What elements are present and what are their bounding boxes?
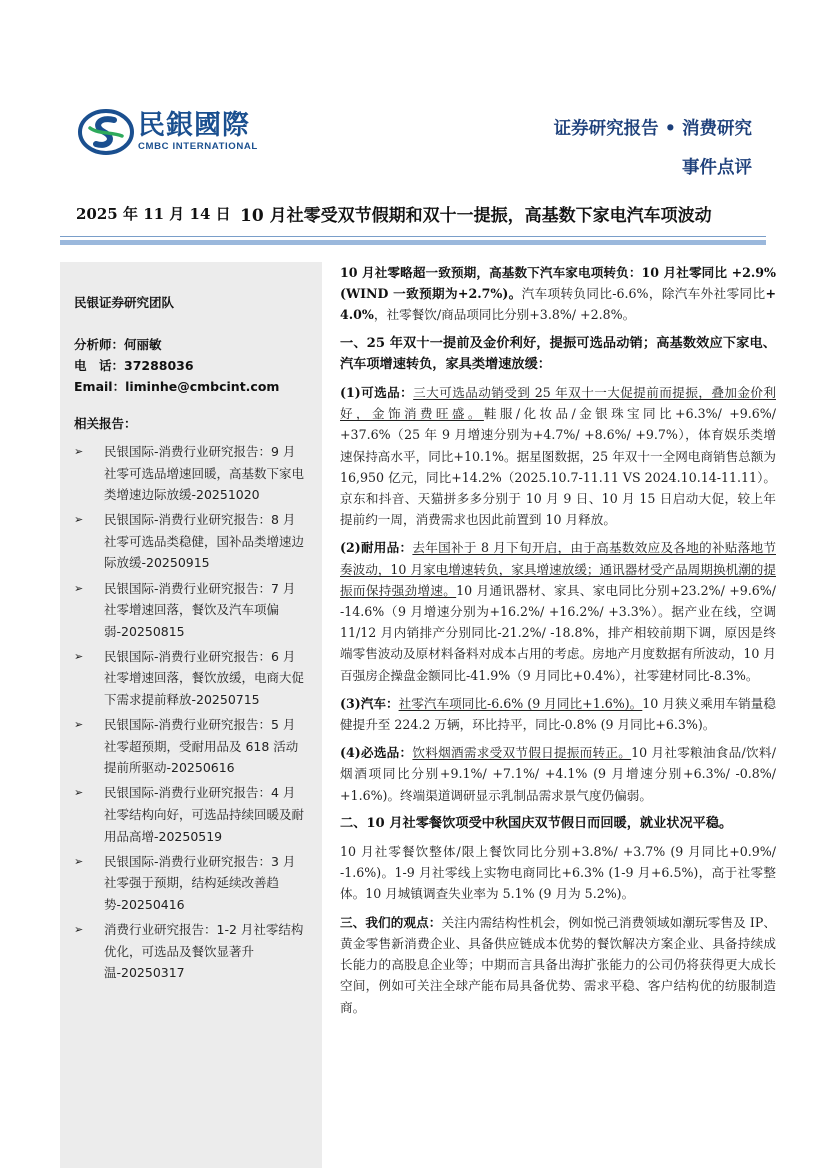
arrow-bullet-icon: ➢ — [74, 513, 84, 527]
related-reports-title: 相关报告： — [74, 416, 137, 431]
auto-label: (3)汽车： — [340, 695, 399, 711]
outlook-detail: 关注内需结构性机会，例如悦己消费领域如潮玩零售及 IP、黄金零售新消费企业、具备供应链成本优势的餐饮解决方案企业、具备持续成长能力的高股息企业等；中期而言具备出海扩张能力的公司仍将获得更大成长空间，例如可关注全球产能布局具备优势、需求平稳、客户结构优的纺服制造商。 — [340, 914, 777, 1015]
related-report-item[interactable]: ➢ 民银国际-消费行业研究报告：4 月社零结构向好，可选品持续回暖及耐用品高增-20250519 — [74, 782, 306, 847]
related-report-item[interactable]: ➢ 民银国际-消费行业研究报告：5 月社零超预期，受耐用品及 618 活动提前所驱动-20250616 — [74, 714, 306, 779]
durables-paragraph — [340, 537, 776, 685]
arrow-bullet-icon: ➢ — [74, 581, 84, 595]
durables-key-point: 去年国补于 8 月下旬开启，由于高基数效应及各地的补贴落地节奏波动，10 月家电增速转负，家具增速放缓；通讯器材受产品周期换机潮的提振而保持强劲增速。 — [340, 540, 776, 598]
report-subtype: 事件点评 — [682, 158, 752, 178]
cmbc-logo-icon — [78, 108, 134, 156]
section-2-title: 二、10 月社零餐饮项受中秋国庆双节假日而回暖，就业状况平稳。 — [340, 815, 733, 831]
staples-paragraph — [340, 742, 776, 806]
related-report-item[interactable]: ➢ 民银国际-消费行业研究报告：9 月社零可选品增速回暖，高基数下家电类增速边际放缓-20251020 — [74, 441, 306, 506]
arrow-bullet-icon: ➢ — [74, 786, 84, 800]
arrow-bullet-icon: ➢ — [74, 445, 84, 458]
analyst-email[interactable]: Email：liminhe@cmbcint.com — [74, 379, 280, 394]
header-divider-thick — [60, 240, 766, 245]
related-report-item[interactable]: ➢ 民银国际-消费行业研究报告：3 月社零强于预期，结构延续改善趋势-20250416 — [74, 851, 306, 916]
optional-goods-label: (1)可选品： — [340, 385, 414, 401]
summary-lead: 10 月社零略超一致预期，高基数下汽车家电项转负：10 月社零同比 +2.9% (WIND 一致预期为+2.7%)。 — [340, 265, 776, 302]
section-3-title: 三、我们的观点： — [340, 914, 442, 930]
summary-paragraph — [340, 262, 776, 326]
logo-chinese-name: 民銀國際 — [138, 110, 250, 141]
summary-text: 汽车项转负同比-6.6%，除汽车外社零同比 — [521, 286, 766, 302]
durables-detail: 10 月通讯器材、家具、家电同比分别+23.2%/ +9.6%/ -14.6%（9 月增速分别为+16.2%/ +16.2%/ +3.3%）。据产业在线，空调 11/12 月内销排产分别同比-21.2%/ -18.8%，排产相较前期下调，原因是终端零售波动及原材料备料对成本占用的考虑。房地产月度数据有所波动，10 月百强房企操盘金额同比-41.9%（9 月同比+0.4%），社零建材同比-8.3%。 — [340, 582, 776, 683]
related-report-item[interactable]: ➢ 消费行业研究报告：1-2 月社零结构优化，可选品及餐饮显著升温-20250317 — [74, 919, 306, 984]
header-divider-thin — [60, 236, 766, 237]
arrow-bullet-icon: ➢ — [74, 922, 84, 936]
staples-detail: 10 月社零粮油食品/饮料/烟酒项同比分别+9.1%/ +7.1%/ +4.1% (9 月增速分别+6.3%/ -0.8%/ +1.6%)。终端渠道调研显示乳制品需求景气度仍偏弱。 — [340, 745, 777, 803]
arrow-bullet-icon: ➢ — [74, 854, 84, 868]
staples-label: (4)必选品： — [340, 745, 413, 761]
logo-english-name: CMBC INTERNATIONAL — [138, 141, 258, 152]
catering-paragraph: 10 月社零餐饮整体/限上餐饮同比分别+3.8%/ +3.7% (9 月同比+0.9%/ -1.6%)。1-9 月社零线上实物电商同比+6.3% (1-9 月+6.5%)，高于社零整体。10 月城镇调查失业率为 5.1% (9 月为 5.2%)。 — [340, 844, 776, 902]
arrow-bullet-icon: ➢ — [74, 718, 84, 732]
optional-goods-paragraph — [340, 382, 776, 530]
report-type: 证券研究报告 • 消费研究 — [553, 119, 752, 139]
related-report-item[interactable]: ➢ 民银国际-消费行业研究报告：8 月社零可选品类稳健，国补品类增速边际放缓-20250915 — [74, 509, 306, 574]
related-report-item[interactable]: ➢ 民银国际-消费行业研究报告：7 月社零增速回落，餐饮及汽车项偏弱-20250815 — [74, 578, 306, 643]
related-reports-list — [74, 441, 306, 987]
research-team: 民银证券研究团队 — [74, 295, 175, 310]
summary-text-end: ，社零餐饮/商品项同比分别+3.8%/ +2.8%。 — [373, 307, 636, 323]
auto-key-point: 社零汽车项同比-6.6% (9 月同比+1.6%)。 — [398, 695, 643, 711]
auto-paragraph — [340, 693, 776, 735]
analyst-name: 分析师：何丽敏 — [74, 337, 162, 352]
staples-key-point: 饮料烟酒需求受双节假日提振而转正。 — [412, 745, 632, 761]
report-date: 2025 年 11 月 14 日 — [76, 205, 231, 223]
durables-label: (2)耐用品： — [340, 540, 413, 556]
auto-detail: 10 月狭义乘用车销量稳健提升至 224.2 万辆，环比持平，同比-0.8% (9 月同比+6.3%)。 — [340, 695, 776, 733]
company-logo — [78, 108, 288, 156]
analyst-phone: 电 话：37288036 — [74, 358, 194, 373]
analyst-info — [74, 334, 279, 397]
outlook-paragraph — [340, 912, 776, 1018]
optional-goods-detail: 鞋服/化妆品/金银珠宝同比+6.3%/ +9.6%/ +37.6%（25 年 9 月增速分别为+4.7%/ +8.6%/ +9.7%），体育娱乐类增速保持高水平，同比+10.1%。据星图数据，25 年双十一全网电商销售总额为 16,950 亿元，同比+14.2%（2025.10.7-11.11 VS 2024.10.14-11.11）。京东和抖音、天猫拼多多分别于 10 月 9 日、10 月 15 日启动大促，较上年提前约一周，消费需求也因此前置到 10 月释放。 — [340, 406, 776, 528]
main-content — [340, 262, 776, 1025]
related-report-item[interactable]: ➢ 民银国际-消费行业研究报告：6 月社零增速回落，餐饮放缓，电商大促下需求提前释放-20250715 — [74, 646, 306, 711]
summary-figure: + 4.0% — [340, 286, 776, 323]
arrow-bullet-icon: ➢ — [74, 649, 84, 663]
optional-goods-key-point: 三大可选品动销受到 25 年双十一大促提前而提振，叠加金价利好，金饰消费旺盛。 — [340, 385, 776, 422]
report-headline: 10 月社零受双节假期和双十一提振，高基数下家电汽车项波动 — [240, 206, 712, 226]
section-1-title: 一、25 年双十一提前及金价利好，提振可选品动销；高基数效应下家电、汽车项增速转负，家具类增速放缓： — [340, 335, 776, 372]
